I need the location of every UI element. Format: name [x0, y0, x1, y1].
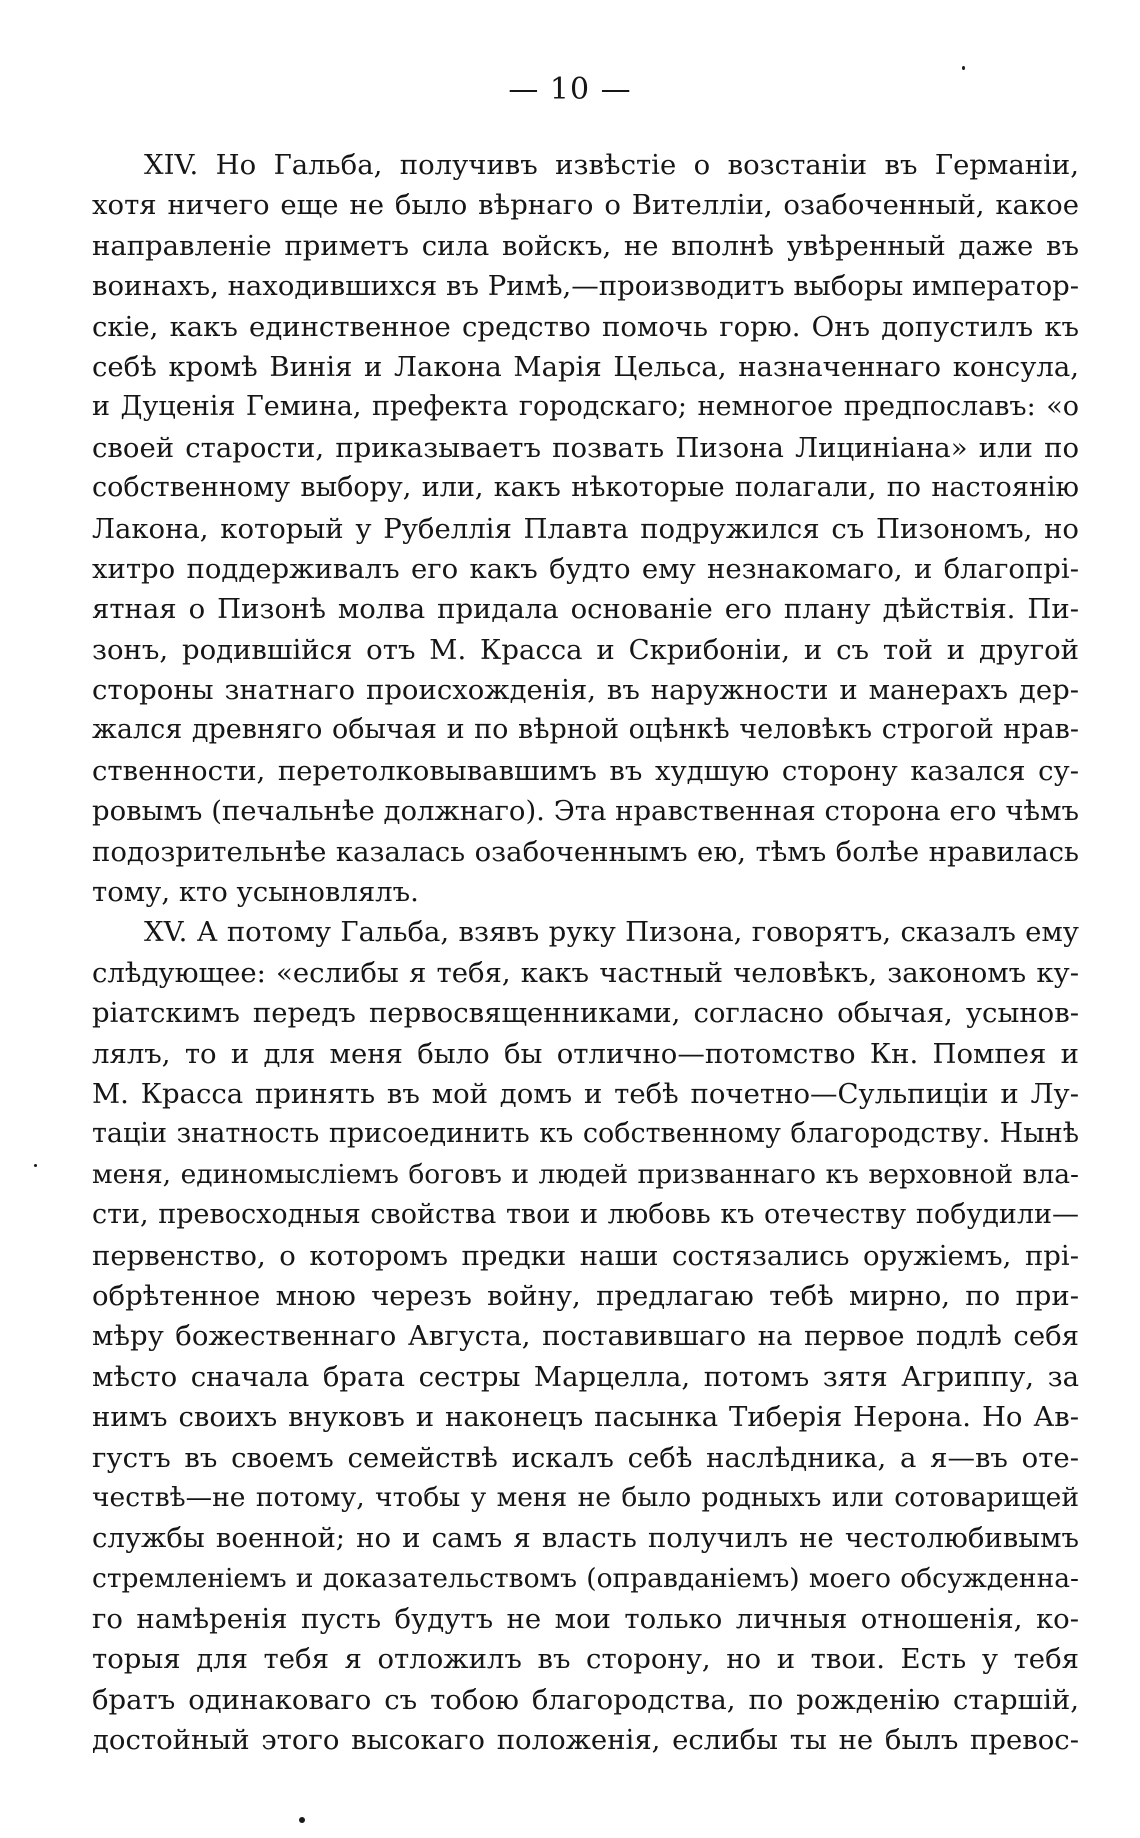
- text-line: густъ въ своемъ семействѣ искалъ себѣ наслѣдника, а я—въ оте-: [92, 1441, 1079, 1474]
- text-line: Лакона, который у Рубеллія Плавта подружился съ Пизономъ, но: [92, 512, 1079, 545]
- text-line: го намѣренія пусть будутъ не мои только личныя отношенія, ко-: [92, 1603, 1079, 1636]
- print-speck: [299, 1817, 305, 1823]
- text-line: воинахъ, находившихся въ Римѣ,—производитъ выборы император-: [92, 270, 1079, 303]
- text-line: первенство, о которомъ предки наши состязались оружіемъ, прі-: [92, 1239, 1079, 1272]
- text-line: достойный этого высокаго положенія, еслибы ты не былъ превос-: [92, 1724, 1079, 1757]
- text-line: обрѣтенное мною черезъ войну, предлагаю тебѣ мирно, по при-: [92, 1279, 1079, 1312]
- text-line: стремленіемъ и доказательствомъ (оправданіемъ) моего обсужденна-: [92, 1562, 1079, 1594]
- text-line: слѣдующее: «еслибы я тебя, какъ частный человѣкъ, закономъ ку-: [92, 956, 1079, 989]
- text-line: собственному выбору, или, какъ нѣкоторые полагали, по настоянію: [92, 472, 1079, 504]
- print-speck: [34, 1164, 37, 1167]
- text-line: хотя ничего еще не было вѣрнаго о Вителліи, озабоченный, какое: [92, 189, 1079, 222]
- text-line: тому, кто усыновлялъ.: [92, 876, 419, 909]
- text-line: сти, превосходныя свойства твои и любовь къ отечеству побудили—: [92, 1199, 1079, 1231]
- text-line: себѣ кромѣ Винія и Лакона Марія Цельса, назначеннаго консула,: [92, 350, 1079, 383]
- text-line: лялъ, то и для меня было бы отлично—потомство Кн. Помпея и: [92, 1037, 1079, 1070]
- text-line: мѣсто сначала брата сестры Марцелла, потомъ зятя Агриппу, за: [92, 1360, 1079, 1393]
- text-line: меня, единомысліемъ боговъ и людей призваннаго къ верховной вла-: [92, 1158, 1079, 1190]
- text-line: стороны знатнаго происхожденія, въ наружности и манерахъ дер-: [92, 674, 1079, 707]
- text-line: хитро поддерживалъ его какъ будто ему незнакомаго, и благопрі-: [92, 552, 1079, 585]
- text-line: службы военной; но и самъ я власть получилъ не честолюбивымъ: [92, 1522, 1079, 1555]
- text-line: братъ одинаковаго съ тобою благородства, по рожденію старшій,: [92, 1683, 1079, 1716]
- text-line: таціи знатность присоединить къ собственному благородству. Нынѣ: [92, 1118, 1079, 1150]
- text-line: чествѣ—не потому, чтобы у меня не было родныхъ или сотоварищей: [92, 1481, 1079, 1513]
- body-text: [92, 145, 1079, 1761]
- text-line: XV. А потому Гальба, взявъ руку Пизона, говорятъ, сказалъ ему: [144, 916, 1079, 949]
- text-line: М. Красса принять въ мой домъ и тебѣ почетно—Сульпиціи и Лу-: [92, 1077, 1079, 1110]
- text-line: XIV. Но Гальба, получивъ извѣстіе о возстаніи въ Германіи,: [144, 149, 1079, 181]
- text-line: и Дуценія Гемина, префекта городскаго; немногое предпославъ: «о: [92, 391, 1079, 423]
- text-line: нимъ своихъ внуковъ и наконецъ пасынка Тиберія Нерона. Но Ав-: [92, 1401, 1079, 1434]
- text-line: подозрительнѣе казалась озабоченнымъ ею, тѣмъ болѣе нравилась: [92, 835, 1079, 868]
- page-number: — 10 —: [508, 72, 632, 107]
- text-line: ятная о Пизонѣ молва придала основаніе его плану дѣйствія. Пи-: [92, 593, 1079, 626]
- text-line: ственности, перетолковывавшимъ въ худшую сторону казался су-: [92, 754, 1079, 787]
- paragraph-section-xv: [92, 912, 1079, 1760]
- print-speck: [962, 66, 965, 70]
- paragraph-section-xiv: [92, 145, 1079, 912]
- text-line: зонъ, родившійся отъ М. Красса и Скрибоніи, и съ той и другой: [92, 633, 1079, 666]
- text-line: мѣру божественнаго Августа, поставившаго на первое подлѣ себя: [92, 1320, 1079, 1353]
- text-line: ріатскимъ передъ первосвященниками, согласно обычая, усынов-: [92, 997, 1079, 1030]
- text-line: направленіе приметъ сила войскъ, не вполнѣ увѣренный даже въ: [92, 229, 1079, 262]
- text-line: своей старости, приказываетъ позвать Пизона Лициніана» или по: [92, 431, 1079, 464]
- text-line: торыя для тебя я отложилъ въ сторону, но и твои. Есть у тебя: [92, 1643, 1079, 1676]
- text-line: скіе, какъ единственное средство помочь горю. Онъ допустилъ къ: [92, 310, 1079, 343]
- text-line: жался древняго обычая и по вѣрной оцѣнкѣ человѣкъ строгой нрав-: [92, 714, 1079, 746]
- text-line: ровымъ (печальнѣе должнаго). Эта нравственная сторона его чѣмъ: [92, 795, 1079, 828]
